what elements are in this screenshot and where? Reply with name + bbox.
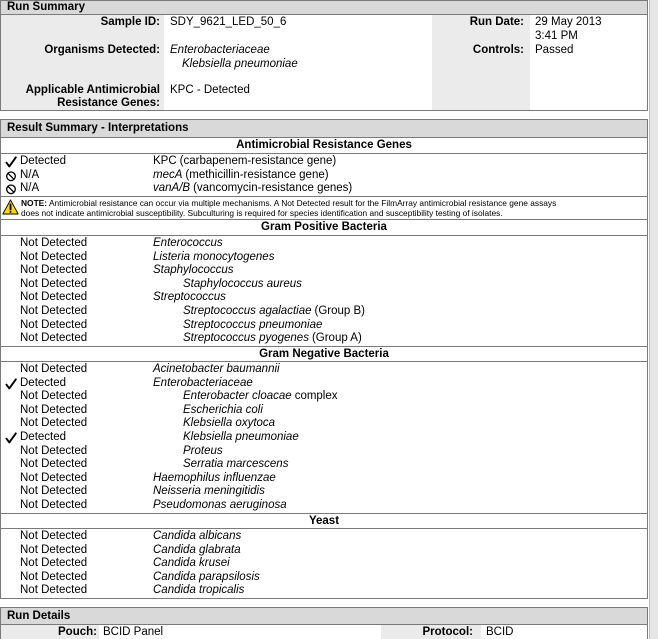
organism-entry — [183, 278, 302, 292]
organism-name: Listeria monocytogenes — [153, 250, 275, 263]
organism-name: Klebsiella pneumoniae — [183, 430, 299, 443]
section-title-yeast: Yeast — [1, 513, 647, 529]
gene-description: (carbapenem-resistance gene) — [179, 155, 337, 167]
gram-positive-list — [1, 236, 647, 346]
organism-qualifier: complex — [294, 390, 338, 403]
run-date-label: Run Date: — [469, 16, 524, 28]
gram-negative-list — [1, 362, 647, 513]
section-title-gram-positive: Gram Positive Bacteria — [1, 220, 647, 236]
organism-row — [1, 319, 647, 333]
organism-entry — [153, 251, 274, 265]
organism-row — [1, 363, 647, 377]
note-line — [21, 198, 556, 208]
run-details-row — [1, 625, 647, 639]
organism-name: Streptococcus pyogenes — [183, 332, 309, 345]
note-text: Antimicrobial resistance can occur via multiple mechanisms. A Not Detected result for the FilmArray antimicrobial resistance gene assays — [48, 198, 557, 208]
gene-row-meca — [1, 169, 647, 183]
organism-entry — [183, 431, 299, 445]
organism-name: Candida krusei — [153, 557, 230, 570]
organism-row — [1, 264, 647, 278]
gene-symbol: vanA/B — [153, 182, 191, 195]
result-status: Not Detected — [20, 390, 88, 403]
resistance-genes-label: Resistance Genes: — [57, 97, 160, 109]
gene-row-kpc — [1, 155, 647, 169]
organism-entry — [153, 571, 260, 585]
run-summary-panel — [0, 0, 648, 111]
gene-description: (methicillin-resistance gene) — [185, 168, 329, 181]
organism-row — [1, 251, 647, 265]
run-time-value: 3:41 PM — [535, 30, 578, 42]
check-icon — [5, 378, 17, 390]
result-status: Not Detected — [20, 557, 88, 570]
organism-name: Klebsiella oxytoca — [183, 417, 276, 430]
organism-row — [1, 458, 647, 472]
organism-name: Escherichia coli — [183, 403, 263, 416]
page-edge — [649, 0, 658, 639]
result-status: Not Detected — [20, 363, 88, 375]
run-summary-body — [1, 15, 647, 110]
organism-name: Candida tropicalis — [153, 584, 245, 597]
protocol-label: Protocol: — [422, 626, 473, 638]
organism-row — [1, 390, 647, 404]
organism-row — [1, 544, 647, 558]
organism-row — [1, 557, 647, 571]
result-status: Not Detected — [20, 498, 88, 511]
organism-name: Enterobacteriaceae — [153, 376, 253, 389]
organism-entry — [153, 530, 241, 544]
resistance-genes-value: KPC - Detected — [170, 84, 250, 96]
organism-row — [1, 305, 647, 319]
organism-row — [1, 237, 647, 251]
resistance-gene-list — [1, 154, 647, 196]
gene-entry — [153, 182, 352, 196]
organism-row — [1, 291, 647, 305]
result-status: Not Detected — [20, 304, 88, 317]
organism-name: Haemophilus influenzae — [153, 471, 276, 484]
sample-id-value: SDY_9621_LED_50_6 — [170, 16, 287, 28]
organism-name: Staphylococcus — [153, 264, 234, 277]
not-applicable-icon — [5, 183, 17, 195]
result-status: Not Detected — [20, 237, 88, 249]
controls-value: Passed — [535, 44, 574, 56]
organism-entry — [153, 291, 226, 305]
result-status: Not Detected — [20, 264, 88, 277]
organism-name: Candida parapsilosis — [153, 570, 260, 583]
organism-row — [1, 584, 647, 598]
warning-icon — [2, 199, 19, 215]
section-title-gram-negative: Gram Negative Bacteria — [1, 346, 647, 362]
organism-name: Streptococcus — [153, 291, 226, 304]
organism-name: Pseudomonas aeruginosa — [153, 498, 287, 511]
organism-row — [1, 332, 647, 346]
organism-entry — [183, 390, 338, 404]
organism-entry — [153, 264, 234, 278]
protocol-value: BCID — [486, 626, 514, 638]
organism-entry — [153, 472, 276, 486]
resistance-genes-label: Applicable Antimicrobial — [25, 84, 160, 96]
organism-entry — [183, 458, 288, 472]
organism-row — [1, 417, 647, 431]
result-status: N/A — [20, 168, 40, 181]
result-summary-panel — [0, 119, 648, 599]
run-details-title: Run Details — [1, 608, 647, 625]
result-status: Detected — [20, 376, 67, 389]
run-date-value: 29 May 2013 — [535, 16, 602, 28]
result-status: Not Detected — [20, 584, 88, 597]
organism-entry — [183, 319, 322, 333]
section-title-resistance-genes: Antimicrobial Resistance Genes — [1, 138, 647, 154]
organism-qualifier: (Group A) — [311, 332, 362, 345]
result-status: Not Detected — [20, 332, 88, 345]
organism-row — [1, 571, 647, 585]
note-label: NOTE: — [21, 198, 48, 208]
organism-entry — [153, 237, 223, 251]
result-status: Not Detected — [20, 570, 88, 583]
result-status: Detected — [20, 155, 67, 167]
sample-id-label: Sample ID: — [100, 16, 160, 28]
organism-entry — [153, 377, 253, 391]
gene-entry — [153, 155, 336, 169]
organism-row — [1, 485, 647, 499]
resistance-note — [1, 196, 647, 220]
result-summary-title: Result Summary - Interpretations — [1, 120, 647, 138]
result-status: Not Detected — [20, 318, 88, 331]
organism-name: Streptococcus pneumoniae — [183, 318, 323, 331]
gene-row-vanab — [1, 182, 647, 196]
organism-name: Acinetobacter baumannii — [153, 363, 280, 375]
organism-entry — [153, 557, 230, 571]
result-status: Not Detected — [20, 277, 88, 290]
run-summary-title: Run Summary — [1, 1, 647, 15]
organism-entry — [153, 499, 287, 513]
organism-name: Candida albicans — [153, 530, 242, 542]
organisms-detected-label: Organisms Detected: — [44, 44, 160, 56]
organism-detected: Klebsiella pneumoniae — [182, 58, 298, 70]
result-status: Not Detected — [20, 291, 88, 304]
organism-detected: Enterobacteriaceae — [170, 44, 270, 56]
result-status: N/A — [20, 182, 40, 195]
gene-description: (vancomycin-resistance genes) — [193, 182, 353, 195]
result-status: Not Detected — [20, 485, 88, 498]
gene-symbol: mecA — [153, 168, 183, 181]
organism-entry — [183, 417, 275, 431]
organism-row — [1, 445, 647, 459]
note-line: does not indicate antimicrobial susceptibility. Subculturing is required for species identification and susceptibility testing of isolates. — [21, 208, 503, 218]
organism-name: Streptococcus agalactiae — [183, 304, 312, 317]
result-status: Not Detected — [20, 471, 88, 484]
organism-name: Enterobacter cloacae — [183, 390, 292, 403]
organism-entry — [183, 445, 223, 459]
result-status: Not Detected — [20, 458, 88, 471]
organism-name: Enterococcus — [153, 237, 223, 249]
check-icon — [5, 156, 17, 168]
gene-symbol: KPC — [153, 155, 177, 167]
organism-row — [1, 278, 647, 292]
organism-name: Serratia marcescens — [183, 458, 289, 471]
gene-entry — [153, 169, 329, 183]
result-status: Not Detected — [20, 417, 88, 430]
organism-entry — [153, 544, 241, 558]
organism-name: Proteus — [183, 444, 223, 457]
pouch-value: BCID Panel — [103, 626, 164, 638]
result-status: Not Detected — [20, 444, 88, 457]
run-details-panel — [0, 607, 648, 639]
result-status: Not Detected — [20, 403, 88, 416]
organism-entry — [153, 485, 265, 499]
check-icon — [5, 432, 17, 444]
organism-entry — [153, 584, 244, 598]
organism-name: Candida glabrata — [153, 543, 241, 556]
result-status: Not Detected — [20, 543, 88, 556]
controls-label: Controls: — [472, 44, 524, 56]
result-status: Detected — [20, 430, 67, 443]
organism-entry — [153, 363, 280, 377]
organism-row — [1, 472, 647, 486]
result-status: Not Detected — [20, 250, 88, 263]
not-applicable-icon — [5, 170, 17, 182]
organism-name: Neisseria meningitidis — [153, 485, 265, 498]
label-column — [432, 15, 530, 110]
yeast-list — [1, 529, 647, 598]
organism-entry — [183, 305, 365, 319]
organism-entry — [183, 404, 263, 418]
organism-qualifier: (Group B) — [314, 304, 365, 317]
pouch-label: Pouch: — [58, 626, 97, 638]
organism-row — [1, 404, 647, 418]
organism-row-detected — [1, 431, 647, 445]
organism-row-detected — [1, 377, 647, 391]
organism-name: Staphylococcus aureus — [183, 277, 302, 290]
organism-entry — [183, 332, 362, 346]
organism-row — [1, 530, 647, 544]
result-status: Not Detected — [20, 530, 88, 542]
organism-row — [1, 499, 647, 513]
